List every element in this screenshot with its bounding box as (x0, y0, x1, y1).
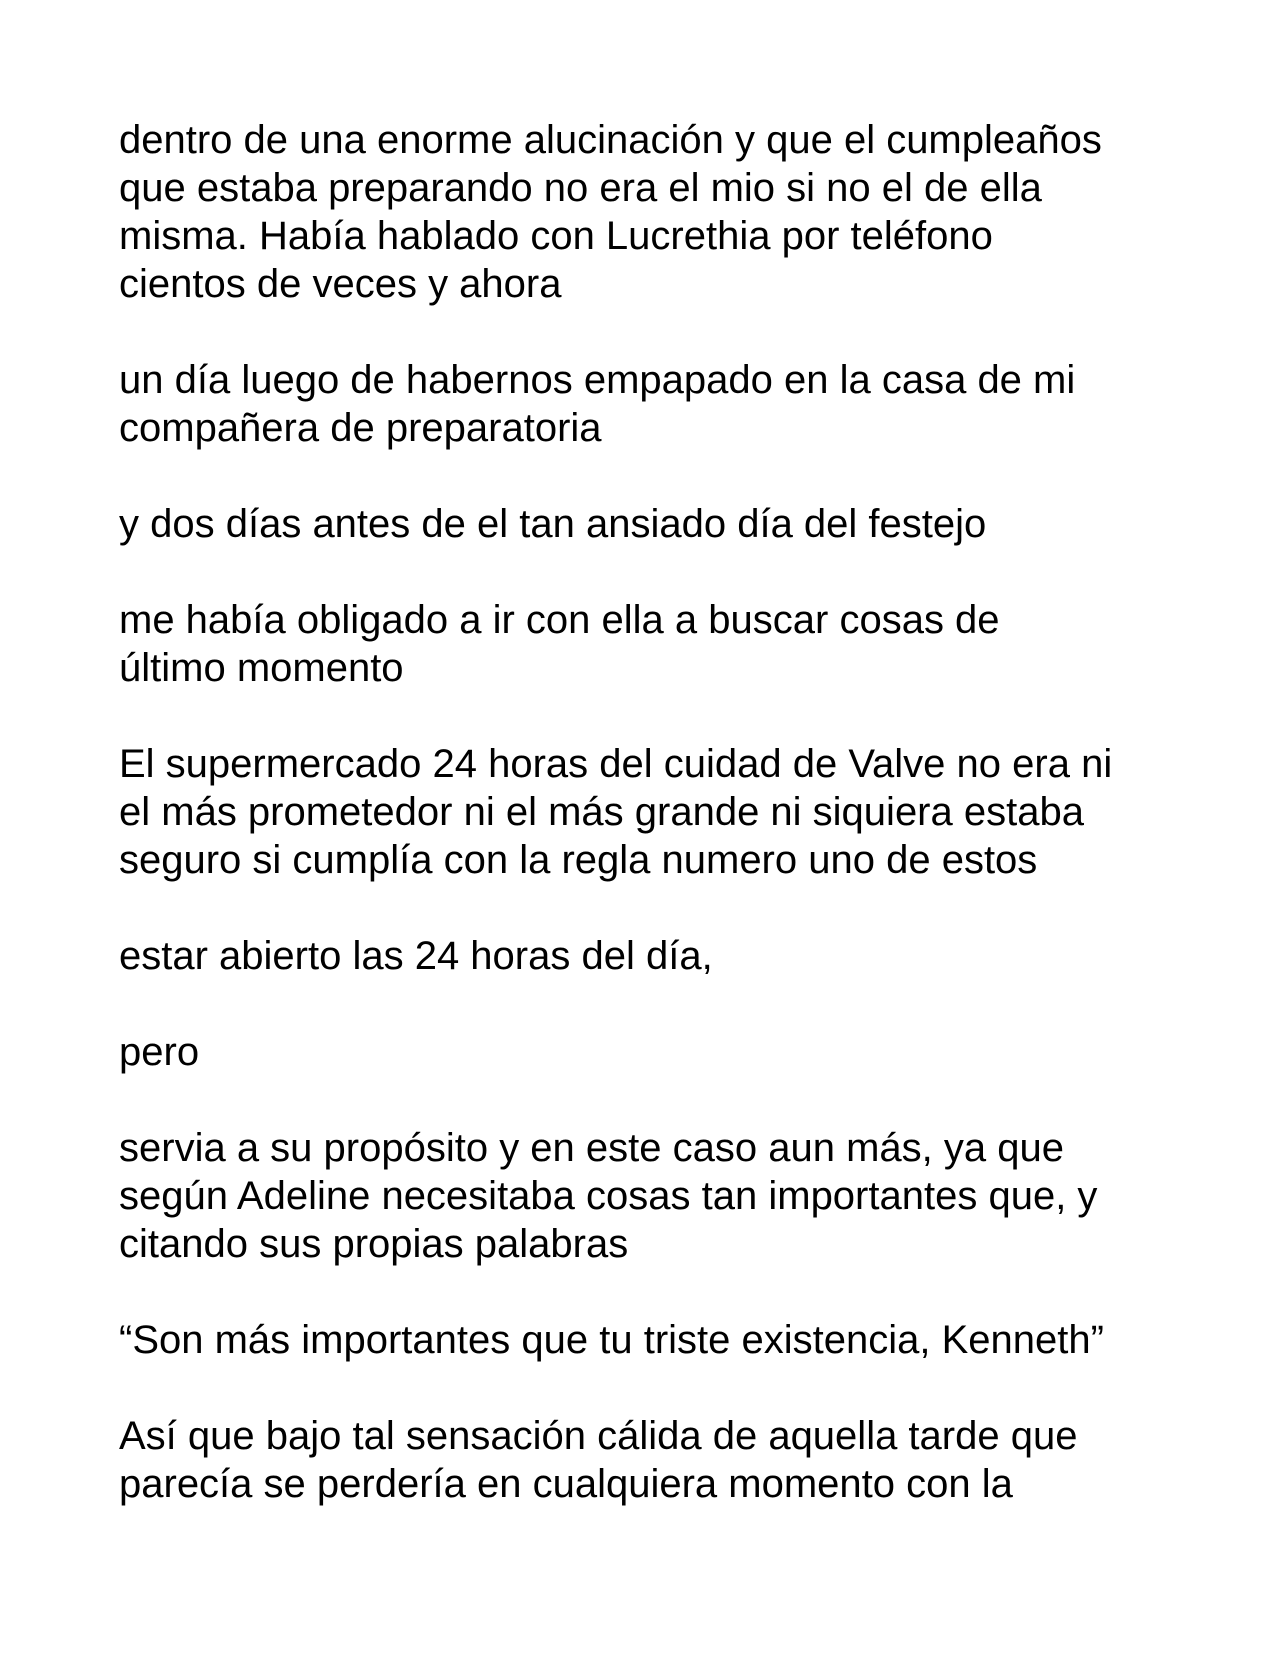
paragraph: “Son más importantes que tu triste existencia, Kenneth” (119, 1318, 1104, 1362)
paragraph: me había obligado a ir con ella a buscar cosas de último momento (119, 598, 1000, 690)
paragraph: estar abierto las 24 horas del día, (119, 934, 713, 978)
paragraph: y dos días antes de el tan ansiado día del festejo (119, 502, 987, 546)
paragraph: pero (119, 1030, 200, 1074)
paragraph: servia a su propósito y en este caso aun más, ya que según Adeline necesitaba cosas tan importantes que, y citando sus propias palabras (119, 1126, 1098, 1266)
document-page (119, 116, 1179, 1556)
paragraph: un día luego de habernos empapado en la casa de mi compañera de preparatoria (119, 358, 1076, 450)
paragraph: dentro de una enorme alucinación y que el cumpleaños que estaba preparando no era el mio si no el de ella misma. Había hablado con Lucrethia por teléfono cientos de veces y ahora (119, 118, 1102, 306)
paragraph: El supermercado 24 horas del cuidad de Valve no era ni el más prometedor ni el más grande ni siquiera estaba seguro si cumplía con la regla numero uno de estos (119, 742, 1113, 882)
paragraph: Así que bajo tal sensación cálida de aquella tarde que parecía se perdería en cualquiera momento con la (119, 1414, 1078, 1506)
